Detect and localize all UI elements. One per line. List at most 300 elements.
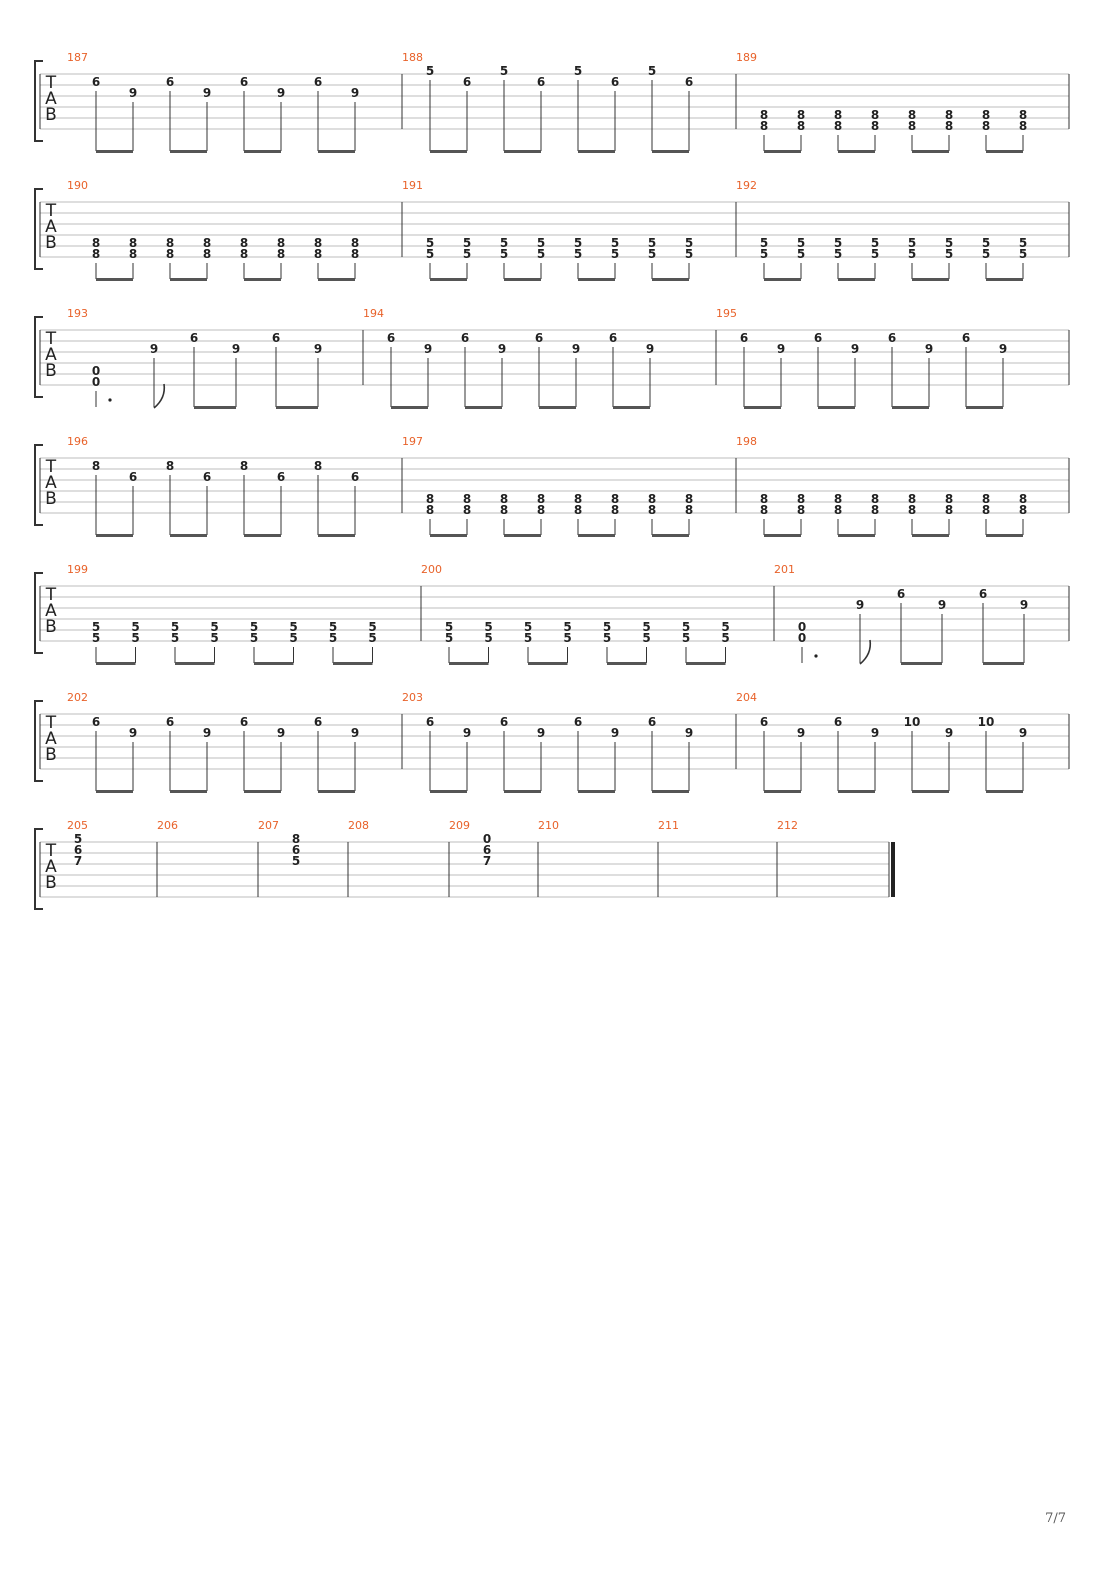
fret-number: 8 bbox=[313, 236, 323, 250]
tab-clef-letter: B bbox=[45, 233, 57, 253]
fret-number: 8 bbox=[907, 108, 917, 122]
fret-number: 5 bbox=[981, 236, 991, 250]
note-beam bbox=[983, 662, 1024, 665]
tab-chord bbox=[908, 492, 916, 535]
fret-number: 6 bbox=[73, 843, 83, 857]
fret-number: 5 bbox=[425, 247, 435, 261]
fret-number: 5 bbox=[721, 620, 730, 634]
tab-chord bbox=[92, 75, 100, 151]
fret-number: 6 bbox=[271, 331, 281, 345]
tab-clef-letter: A bbox=[45, 857, 57, 877]
fret-number: 5 bbox=[91, 631, 101, 645]
tab-chord bbox=[92, 620, 100, 663]
fret-number: 5 bbox=[573, 236, 583, 250]
measure-number: 190 bbox=[67, 179, 88, 192]
tab-clef-letter: T bbox=[45, 329, 57, 349]
fret-number: 8 bbox=[350, 247, 360, 261]
fret-number: 5 bbox=[444, 620, 454, 634]
fret-number: 9 bbox=[462, 726, 472, 740]
fret-number: 5 bbox=[563, 631, 572, 645]
fret-number: 9 bbox=[276, 726, 286, 740]
note-beam bbox=[465, 406, 502, 409]
fret-number: 9 bbox=[944, 726, 954, 740]
tab-chord bbox=[721, 620, 729, 663]
fret-number: 8 bbox=[796, 108, 806, 122]
note-beam bbox=[764, 278, 801, 281]
fret-number: 5 bbox=[642, 620, 651, 634]
measure-number: 203 bbox=[402, 691, 423, 704]
note-beam bbox=[912, 150, 949, 153]
fret-number: 8 bbox=[684, 492, 694, 506]
fret-number: 6 bbox=[313, 715, 323, 729]
tab-clef-letter: B bbox=[45, 489, 57, 509]
fret-number: 6 bbox=[887, 331, 897, 345]
tab-chord bbox=[537, 492, 545, 535]
note-beam bbox=[901, 662, 942, 665]
measure-number: 189 bbox=[736, 51, 757, 64]
fret-number: 7 bbox=[73, 854, 83, 868]
measure-number: 206 bbox=[157, 819, 178, 832]
fret-number: 8 bbox=[981, 108, 991, 122]
fret-number: 9 bbox=[998, 342, 1008, 356]
tab-chord bbox=[240, 715, 248, 791]
tab-chord bbox=[685, 236, 693, 279]
fret-number: 6 bbox=[128, 470, 138, 484]
fret-number: 8 bbox=[907, 119, 917, 133]
tab-chord bbox=[166, 236, 174, 279]
note-beam bbox=[578, 534, 615, 537]
tab-chord bbox=[463, 75, 471, 151]
fret-number: 5 bbox=[131, 631, 140, 645]
tab-chord bbox=[368, 620, 376, 663]
measure-number: 194 bbox=[363, 307, 384, 320]
tab-chord bbox=[682, 620, 690, 663]
tab-chord bbox=[871, 492, 879, 535]
fret-number: 5 bbox=[210, 620, 219, 634]
fret-number: 8 bbox=[1018, 108, 1028, 122]
tab-chord bbox=[982, 236, 990, 279]
fret-number: 8 bbox=[759, 503, 769, 517]
tab-chord bbox=[289, 620, 297, 663]
note-beam bbox=[276, 406, 318, 409]
note-beam bbox=[966, 406, 1003, 409]
fret-number: 0 bbox=[482, 832, 492, 846]
fret-number: 5 bbox=[368, 631, 377, 645]
tab-clef-letter: T bbox=[45, 201, 57, 221]
tab-chord bbox=[603, 620, 611, 663]
fret-number: 8 bbox=[165, 459, 175, 473]
fret-number: 5 bbox=[1018, 247, 1028, 261]
fret-number: 8 bbox=[573, 503, 583, 517]
fret-number: 5 bbox=[170, 620, 180, 634]
fret-number: 8 bbox=[425, 492, 435, 506]
note-beam bbox=[318, 534, 355, 537]
tab-chord bbox=[166, 75, 174, 151]
fret-number: 8 bbox=[833, 108, 843, 122]
eighth-flag bbox=[154, 384, 164, 408]
tab-system bbox=[35, 563, 1069, 665]
tab-chord bbox=[574, 715, 582, 791]
tab-chord bbox=[292, 832, 300, 868]
fret-number: 5 bbox=[870, 247, 880, 261]
fret-number: 6 bbox=[291, 843, 301, 857]
fret-number: 8 bbox=[833, 492, 843, 506]
tab-chord bbox=[314, 75, 322, 151]
note-beam bbox=[838, 790, 875, 793]
fret-number: 9 bbox=[1018, 726, 1028, 740]
tab-clef-letter: A bbox=[45, 473, 57, 493]
tab-chord bbox=[272, 331, 280, 407]
tab-chord bbox=[945, 236, 953, 279]
tab-chord bbox=[92, 236, 100, 279]
rhythm-dot bbox=[814, 654, 817, 657]
fret-number: 6 bbox=[425, 715, 435, 729]
tab-chord bbox=[563, 620, 571, 663]
tab-chord bbox=[834, 236, 842, 279]
tab-chord bbox=[897, 587, 905, 663]
fret-number: 8 bbox=[536, 492, 546, 506]
fret-number: 5 bbox=[944, 236, 954, 250]
fret-number: 5 bbox=[425, 236, 435, 250]
measure-number: 198 bbox=[736, 435, 757, 448]
measure-number: 200 bbox=[421, 563, 442, 576]
page-number: 7/7 bbox=[1045, 1511, 1066, 1526]
fret-number: 6 bbox=[239, 75, 249, 89]
fret-number: 5 bbox=[907, 236, 917, 250]
measure-number: 196 bbox=[67, 435, 88, 448]
fret-number: 9 bbox=[937, 598, 947, 612]
note-beam bbox=[613, 406, 650, 409]
note-beam bbox=[986, 278, 1023, 281]
fret-number: 6 bbox=[202, 470, 212, 484]
measure-number: 212 bbox=[777, 819, 798, 832]
rhythm-dot bbox=[108, 398, 111, 401]
tab-chord bbox=[871, 236, 879, 279]
fret-number: 8 bbox=[870, 119, 880, 133]
tab-system bbox=[35, 307, 1069, 409]
tab-chord bbox=[611, 75, 619, 151]
note-beam bbox=[333, 662, 373, 665]
fret-number: 9 bbox=[149, 342, 159, 356]
fret-number: 9 bbox=[536, 726, 546, 740]
fret-number: 6 bbox=[350, 470, 360, 484]
fret-number: 8 bbox=[870, 108, 880, 122]
fret-number: 5 bbox=[328, 620, 338, 634]
tab-clef-letter: A bbox=[45, 729, 57, 749]
fret-number: 8 bbox=[276, 247, 286, 261]
tab-chord bbox=[314, 236, 322, 279]
measure-number: 210 bbox=[538, 819, 559, 832]
fret-number: 0 bbox=[91, 364, 101, 378]
tab-chord bbox=[609, 331, 617, 407]
note-beam bbox=[430, 278, 467, 281]
fret-number: 6 bbox=[608, 331, 618, 345]
tab-chord bbox=[240, 75, 248, 151]
tab-chord bbox=[445, 620, 453, 663]
measure-number: 209 bbox=[449, 819, 470, 832]
note-beam bbox=[170, 534, 207, 537]
tab-chord bbox=[574, 492, 582, 535]
fret-number: 8 bbox=[202, 247, 212, 261]
fret-number: 6 bbox=[573, 715, 583, 729]
fret-number: 6 bbox=[961, 331, 971, 345]
fret-number: 6 bbox=[386, 331, 396, 345]
note-beam bbox=[430, 150, 467, 153]
fret-number: 10 bbox=[903, 715, 921, 729]
note-beam bbox=[652, 790, 689, 793]
fret-number: 8 bbox=[759, 492, 769, 506]
fret-number: 5 bbox=[684, 236, 694, 250]
fret-number: 9 bbox=[571, 342, 581, 356]
fret-number: 5 bbox=[681, 631, 691, 645]
tab-chord bbox=[129, 236, 137, 279]
note-beam bbox=[912, 278, 949, 281]
tab-chord bbox=[92, 715, 100, 791]
fret-number: 9 bbox=[231, 342, 241, 356]
fret-number: 8 bbox=[276, 236, 286, 250]
fret-number: 9 bbox=[313, 342, 323, 356]
tab-chord bbox=[92, 364, 100, 407]
tab-chord bbox=[834, 108, 842, 151]
fret-number: 8 bbox=[944, 503, 954, 517]
fret-number: 9 bbox=[924, 342, 934, 356]
tab-chord bbox=[945, 108, 953, 151]
fret-number: 6 bbox=[534, 331, 544, 345]
measure-number: 205 bbox=[67, 819, 88, 832]
measure-number: 197 bbox=[402, 435, 423, 448]
fret-number: 8 bbox=[239, 459, 249, 473]
tab-chord bbox=[537, 236, 545, 279]
fret-number: 8 bbox=[1018, 119, 1028, 133]
fret-number: 6 bbox=[499, 715, 509, 729]
tab-chord bbox=[797, 236, 805, 279]
fret-number: 6 bbox=[813, 331, 823, 345]
note-beam bbox=[892, 406, 929, 409]
tab-chord bbox=[314, 459, 322, 535]
fret-number: 5 bbox=[170, 631, 180, 645]
fret-number: 10 bbox=[977, 715, 995, 729]
note-beam bbox=[744, 406, 781, 409]
measure-number: 188 bbox=[402, 51, 423, 64]
note-beam bbox=[430, 790, 467, 793]
fret-number: 9 bbox=[202, 86, 212, 100]
fret-number: 8 bbox=[796, 492, 806, 506]
tab-system bbox=[35, 179, 1069, 281]
fret-number: 8 bbox=[499, 492, 509, 506]
tab-chord bbox=[685, 75, 693, 151]
fret-number: 8 bbox=[610, 492, 620, 506]
measure-number: 192 bbox=[736, 179, 757, 192]
fret-number: 8 bbox=[239, 236, 249, 250]
note-beam bbox=[838, 534, 875, 537]
fret-number: 8 bbox=[462, 492, 472, 506]
fret-number: 5 bbox=[796, 236, 806, 250]
tab-chord bbox=[1019, 108, 1027, 151]
note-beam bbox=[652, 150, 689, 153]
fret-number: 8 bbox=[91, 459, 101, 473]
note-beam bbox=[578, 278, 615, 281]
note-beam bbox=[318, 790, 355, 793]
tab-chord bbox=[463, 236, 471, 279]
fret-number: 5 bbox=[602, 631, 612, 645]
note-beam bbox=[96, 534, 133, 537]
fret-number: 6 bbox=[896, 587, 906, 601]
fret-number: 5 bbox=[249, 631, 259, 645]
note-beam bbox=[170, 150, 207, 153]
fret-number: 8 bbox=[499, 503, 509, 517]
tab-chord bbox=[908, 236, 916, 279]
note-beam bbox=[318, 278, 355, 281]
fret-number: 5 bbox=[249, 620, 259, 634]
fret-number: 5 bbox=[499, 247, 509, 261]
fret-number: 8 bbox=[610, 503, 620, 517]
note-beam bbox=[528, 662, 568, 665]
fret-number: 5 bbox=[523, 620, 533, 634]
note-beam bbox=[504, 150, 541, 153]
tab-chord bbox=[131, 620, 139, 663]
tab-chord bbox=[92, 459, 100, 535]
tab-chord bbox=[982, 108, 990, 151]
fret-number: 8 bbox=[647, 503, 657, 517]
tab-chord bbox=[535, 331, 543, 407]
fret-number: 5 bbox=[73, 832, 83, 846]
tab-clef-letter: A bbox=[45, 89, 57, 109]
tab-chord bbox=[648, 236, 656, 279]
note-beam bbox=[838, 278, 875, 281]
fret-number: 9 bbox=[776, 342, 786, 356]
note-beam bbox=[244, 790, 281, 793]
tab-chord bbox=[979, 587, 987, 663]
tab-chord bbox=[329, 620, 337, 663]
note-beam bbox=[391, 406, 428, 409]
fret-number: 9 bbox=[350, 726, 360, 740]
fret-number: 5 bbox=[759, 236, 769, 250]
tab-chord bbox=[537, 75, 545, 151]
tab-clef-letter: B bbox=[45, 745, 57, 765]
fret-number: 9 bbox=[610, 726, 620, 740]
fret-number: 5 bbox=[484, 620, 493, 634]
tab-clef-letter: A bbox=[45, 601, 57, 621]
tab-chord bbox=[740, 331, 748, 407]
note-beam bbox=[194, 406, 236, 409]
tab-chord bbox=[500, 236, 508, 279]
tab-chord bbox=[166, 715, 174, 791]
tab-chord bbox=[500, 715, 508, 791]
fret-number: 8 bbox=[870, 492, 880, 506]
fret-number: 5 bbox=[573, 64, 583, 78]
fret-number: 5 bbox=[563, 620, 572, 634]
fret-number: 5 bbox=[647, 64, 657, 78]
tab-chord bbox=[426, 492, 434, 535]
fret-number: 5 bbox=[602, 620, 612, 634]
fret-number: 8 bbox=[647, 492, 657, 506]
measure-number: 201 bbox=[774, 563, 795, 576]
fret-number: 8 bbox=[870, 503, 880, 517]
fret-number: 5 bbox=[425, 64, 435, 78]
measure-number: 204 bbox=[736, 691, 757, 704]
measure-number: 195 bbox=[716, 307, 737, 320]
tab-chord bbox=[387, 331, 395, 407]
tab-system bbox=[35, 51, 1069, 153]
fret-number: 6 bbox=[610, 75, 620, 89]
tab-chord bbox=[240, 236, 248, 279]
note-beam bbox=[578, 790, 615, 793]
tab-chord bbox=[904, 715, 921, 791]
fret-number: 5 bbox=[291, 854, 301, 868]
fret-number: 8 bbox=[981, 119, 991, 133]
fret-number: 8 bbox=[350, 236, 360, 250]
note-beam bbox=[504, 278, 541, 281]
note-beam bbox=[578, 150, 615, 153]
tab-chord bbox=[484, 620, 492, 663]
fret-number: 8 bbox=[981, 503, 991, 517]
fret-number: 6 bbox=[759, 715, 769, 729]
fret-number: 6 bbox=[833, 715, 843, 729]
fret-number: 0 bbox=[797, 631, 807, 645]
tab-chord bbox=[978, 715, 995, 791]
fret-number: 6 bbox=[462, 75, 472, 89]
fret-number: 8 bbox=[91, 247, 101, 261]
tab-clef-letter: B bbox=[45, 361, 57, 381]
fret-number: 5 bbox=[499, 64, 509, 78]
note-beam bbox=[986, 150, 1023, 153]
note-beam bbox=[764, 150, 801, 153]
tab-chord bbox=[524, 620, 532, 663]
fret-number: 6 bbox=[482, 843, 492, 857]
tab-clef-letter: T bbox=[45, 585, 57, 605]
fret-number: 5 bbox=[647, 247, 657, 261]
note-beam bbox=[504, 790, 541, 793]
fret-number: 5 bbox=[981, 247, 991, 261]
fret-number: 8 bbox=[759, 119, 769, 133]
tab-chord bbox=[74, 832, 82, 868]
fret-number: 0 bbox=[797, 620, 807, 634]
tab-chord bbox=[685, 492, 693, 535]
fret-number: 8 bbox=[907, 503, 917, 517]
tab-chord bbox=[962, 331, 970, 407]
fret-number: 8 bbox=[462, 503, 472, 517]
fret-number: 6 bbox=[165, 715, 175, 729]
tab-chord bbox=[648, 715, 656, 791]
fret-number: 5 bbox=[462, 236, 472, 250]
fret-number: 5 bbox=[444, 631, 454, 645]
measure-number: 193 bbox=[67, 307, 88, 320]
fret-number: 5 bbox=[833, 236, 843, 250]
fret-number: 8 bbox=[239, 247, 249, 261]
fret-number: 9 bbox=[276, 86, 286, 100]
tab-chord bbox=[611, 236, 619, 279]
fret-number: 5 bbox=[462, 247, 472, 261]
tab-chord bbox=[171, 620, 179, 663]
fret-number: 9 bbox=[128, 86, 138, 100]
fret-number: 5 bbox=[484, 631, 493, 645]
fret-number: 6 bbox=[536, 75, 546, 89]
tab-chord bbox=[314, 715, 322, 791]
note-beam bbox=[818, 406, 855, 409]
note-beam bbox=[686, 662, 726, 665]
fret-number: 8 bbox=[944, 119, 954, 133]
fret-number: 5 bbox=[647, 236, 657, 250]
fret-number: 5 bbox=[131, 620, 140, 634]
tab-clef-letter: T bbox=[45, 73, 57, 93]
tab-chord bbox=[760, 108, 768, 151]
tab-chord bbox=[908, 108, 916, 151]
fret-number: 9 bbox=[870, 726, 880, 740]
fret-number: 9 bbox=[850, 342, 860, 356]
fret-number: 0 bbox=[91, 375, 101, 389]
note-beam bbox=[652, 534, 689, 537]
fret-number: 9 bbox=[423, 342, 433, 356]
